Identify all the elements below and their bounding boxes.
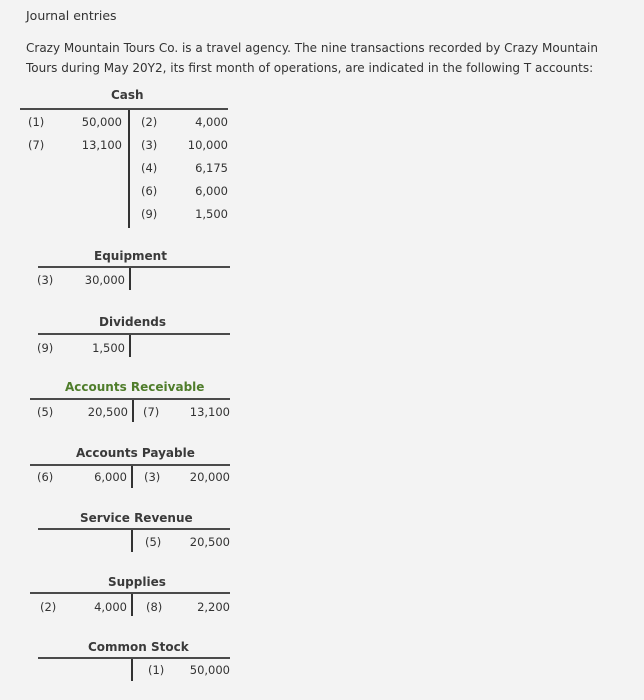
account-title: Accounts Receivable: [65, 380, 205, 394]
t-account-divider: [132, 400, 134, 422]
t-account-top-line: [30, 464, 230, 466]
account-title: Cash: [111, 88, 144, 102]
account-title: Dividends: [99, 315, 167, 329]
debit-ref: (6): [37, 470, 54, 484]
credit-amount: 20,000: [189, 470, 230, 484]
credit-amount: 10,000: [187, 138, 228, 152]
t-account-divider: [131, 530, 133, 552]
t-account-top-line: [20, 108, 228, 110]
credit-amount: 6,175: [195, 161, 228, 175]
debit-ref: (3): [37, 273, 54, 287]
credit-ref: (9): [141, 207, 158, 221]
t-account-divider: [131, 466, 133, 488]
debit-amount: 50,000: [81, 115, 122, 129]
credit-ref: (7): [143, 405, 160, 419]
credit-amount: 2,200: [197, 600, 230, 614]
credit-amount: 6,000: [195, 184, 228, 198]
account-title: Equipment: [94, 249, 167, 263]
t-account-top-line: [38, 657, 230, 659]
t-account-top-line: [30, 398, 230, 400]
account-title: Service Revenue: [80, 511, 193, 525]
credit-ref: (8): [146, 600, 163, 614]
account-title: Supplies: [108, 575, 166, 589]
debit-ref: (1): [28, 115, 45, 129]
debit-amount: 30,000: [84, 273, 125, 287]
debit-amount: 13,100: [81, 138, 122, 152]
debit-amount: 4,000: [94, 600, 127, 614]
debit-ref: (5): [37, 405, 54, 419]
t-account-divider: [131, 659, 133, 681]
t-account-divider: [129, 335, 131, 357]
credit-amount: 50,000: [189, 663, 230, 677]
t-account-divider: [128, 110, 130, 228]
page-title: Journal entries: [26, 8, 117, 23]
credit-ref: (4): [141, 161, 158, 175]
t-account-top-line: [38, 528, 230, 530]
intro-paragraph: Crazy Mountain Tours Co. is a travel agency. The nine transactions recorded by Crazy Mountain Tours during May 20Y2, its first month of operations, are indicated in the following T accounts:: [26, 41, 598, 75]
credit-amount: 20,500: [189, 535, 230, 549]
debit-ref: (2): [40, 600, 57, 614]
credit-ref: (2): [141, 115, 158, 129]
debit-ref: (7): [28, 138, 45, 152]
debit-amount: 20,500: [87, 405, 128, 419]
credit-ref: (3): [141, 138, 158, 152]
credit-ref: (5): [145, 535, 162, 549]
t-account-divider: [129, 268, 131, 290]
credit-amount: 1,500: [195, 207, 228, 221]
t-account-top-line: [38, 333, 230, 335]
debit-amount: 1,500: [92, 341, 125, 355]
t-account-top-line: [38, 266, 230, 268]
credit-amount: 13,100: [189, 405, 230, 419]
debit-amount: 6,000: [94, 470, 127, 484]
t-account-top-line: [30, 592, 230, 594]
credit-ref: (3): [144, 470, 161, 484]
account-title: Accounts Payable: [76, 446, 195, 460]
credit-amount: 4,000: [195, 115, 228, 129]
debit-ref: (9): [37, 341, 54, 355]
account-title: Common Stock: [88, 640, 189, 654]
t-account-divider: [131, 594, 133, 616]
credit-ref: (1): [148, 663, 165, 677]
credit-ref: (6): [141, 184, 158, 198]
